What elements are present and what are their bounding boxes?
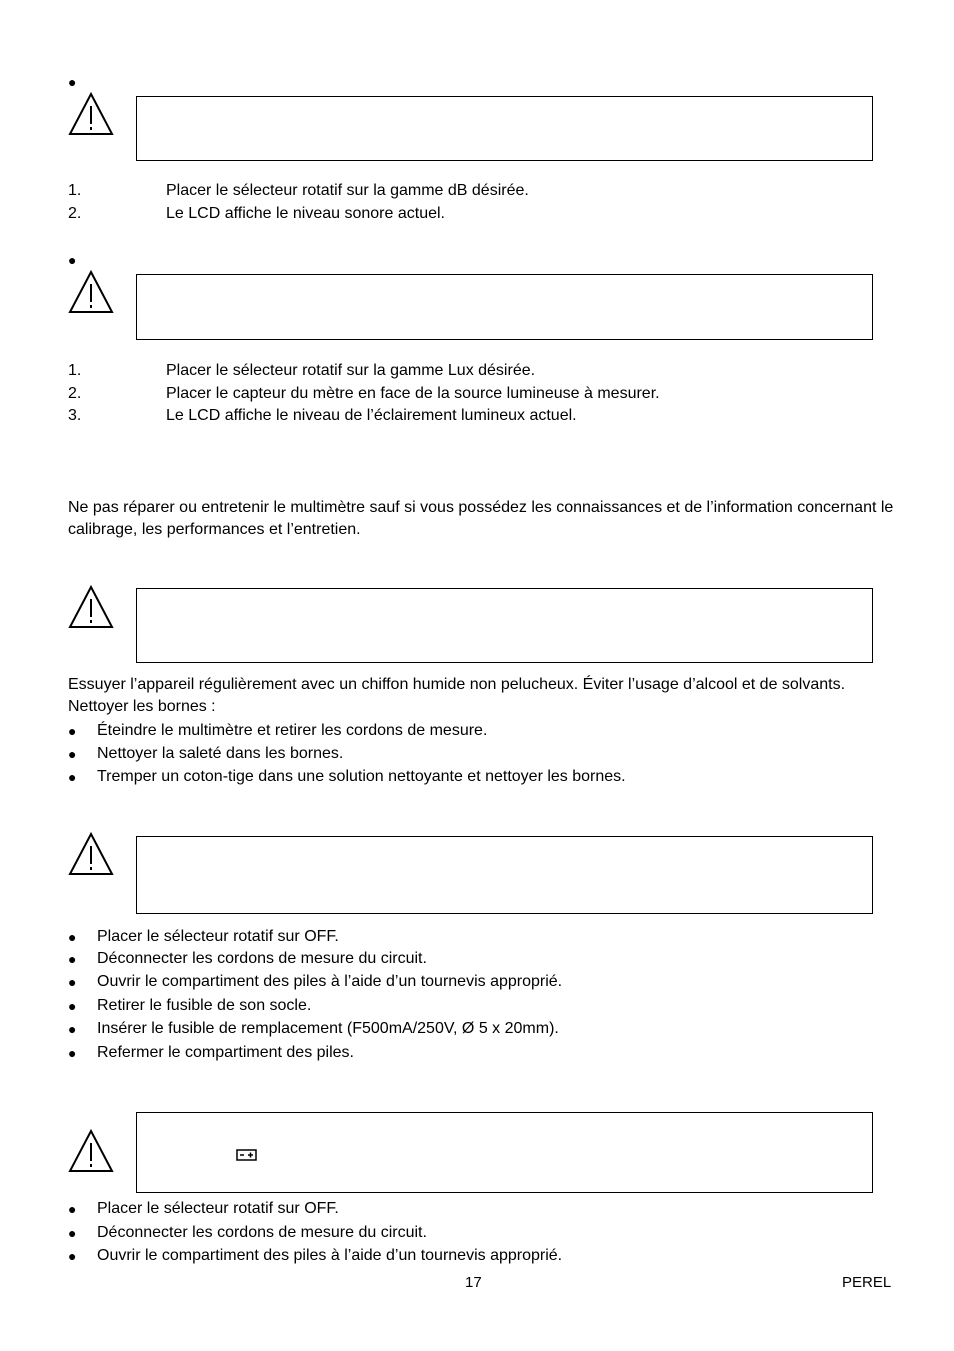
step-number: 1.: [68, 362, 82, 379]
list-item: Ouvrir le compartiment des piles à l’aide d’un tournevis approprié.: [97, 973, 563, 990]
bullet: ●: [68, 951, 77, 967]
battery-icon: [236, 1148, 258, 1161]
bullet-empty: ●: [68, 74, 77, 90]
warning-box: [136, 1112, 873, 1193]
bullet: ●: [68, 769, 77, 785]
page-number: 17: [465, 1274, 482, 1291]
list-item: Placer le sélecteur rotatif sur OFF.: [97, 928, 339, 945]
maintenance-intro: calibrage, les performances et l’entretien.: [68, 521, 361, 538]
step-text: Placer le sélecteur rotatif sur la gamme Lux désirée.: [166, 362, 536, 379]
warning-box: [136, 836, 873, 914]
list-item: Insérer le fusible de remplacement (F500mA/250V, Ø 5 x 20mm).: [97, 1020, 559, 1037]
maintenance-intro: Ne pas réparer ou entretenir le multimètre sauf si vous possédez les connaissances et de l’information concernant le: [68, 499, 894, 516]
bullet: ●: [68, 998, 77, 1014]
list-item: Refermer le compartiment des piles.: [97, 1044, 354, 1061]
footer-brand: PEREL: [842, 1274, 892, 1291]
list-item: Déconnecter les cordons de mesure du circuit.: [97, 950, 427, 967]
bullet-empty: ●: [68, 252, 77, 268]
step-text: Le LCD affiche le niveau sonore actuel.: [166, 205, 445, 222]
step-number: 1.: [68, 182, 82, 199]
warning-icon: [68, 1129, 114, 1173]
warning-icon: [68, 832, 114, 876]
cleaning-text: Essuyer l’appareil régulièrement avec un chiffon humide non pelucheux. Éviter l’usage d’alcool et de solvants.: [68, 676, 846, 693]
warning-box: [136, 274, 873, 340]
list-item: Ouvrir le compartiment des piles à l’aide d’un tournevis approprié.: [97, 1247, 563, 1264]
warning-icon: [68, 92, 114, 136]
warning-box: [136, 588, 873, 663]
step-number: 2.: [68, 205, 82, 222]
warning-icon: [68, 585, 114, 629]
step-text: Placer le sélecteur rotatif sur la gamme dB désirée.: [166, 182, 529, 199]
bullet: ●: [68, 1045, 77, 1061]
list-item: Nettoyer la saleté dans les bornes.: [97, 745, 344, 762]
bullet: ●: [68, 974, 77, 990]
bullet: ●: [68, 723, 77, 739]
list-item: Retirer le fusible de son socle.: [97, 997, 312, 1014]
step-number: 3.: [68, 407, 82, 424]
step-number: 2.: [68, 385, 82, 402]
list-item: Déconnecter les cordons de mesure du circuit.: [97, 1224, 427, 1241]
bullet: ●: [68, 1201, 77, 1217]
bullet: ●: [68, 929, 77, 945]
list-item: Placer le sélecteur rotatif sur OFF.: [97, 1200, 339, 1217]
bullet: ●: [68, 1225, 77, 1241]
cleaning-text: Nettoyer les bornes :: [68, 698, 216, 715]
list-item: Tremper un coton-tige dans une solution nettoyante et nettoyer les bornes.: [97, 768, 626, 785]
bullet: ●: [68, 746, 77, 762]
warning-icon: [68, 270, 114, 314]
bullet: ●: [68, 1021, 77, 1037]
warning-box: [136, 96, 873, 161]
step-text: Le LCD affiche le niveau de l’éclairement lumineux actuel.: [166, 407, 577, 424]
step-text: Placer le capteur du mètre en face de la source lumineuse à mesurer.: [166, 385, 660, 402]
list-item: Éteindre le multimètre et retirer les cordons de mesure.: [97, 722, 488, 739]
bullet: ●: [68, 1248, 77, 1264]
